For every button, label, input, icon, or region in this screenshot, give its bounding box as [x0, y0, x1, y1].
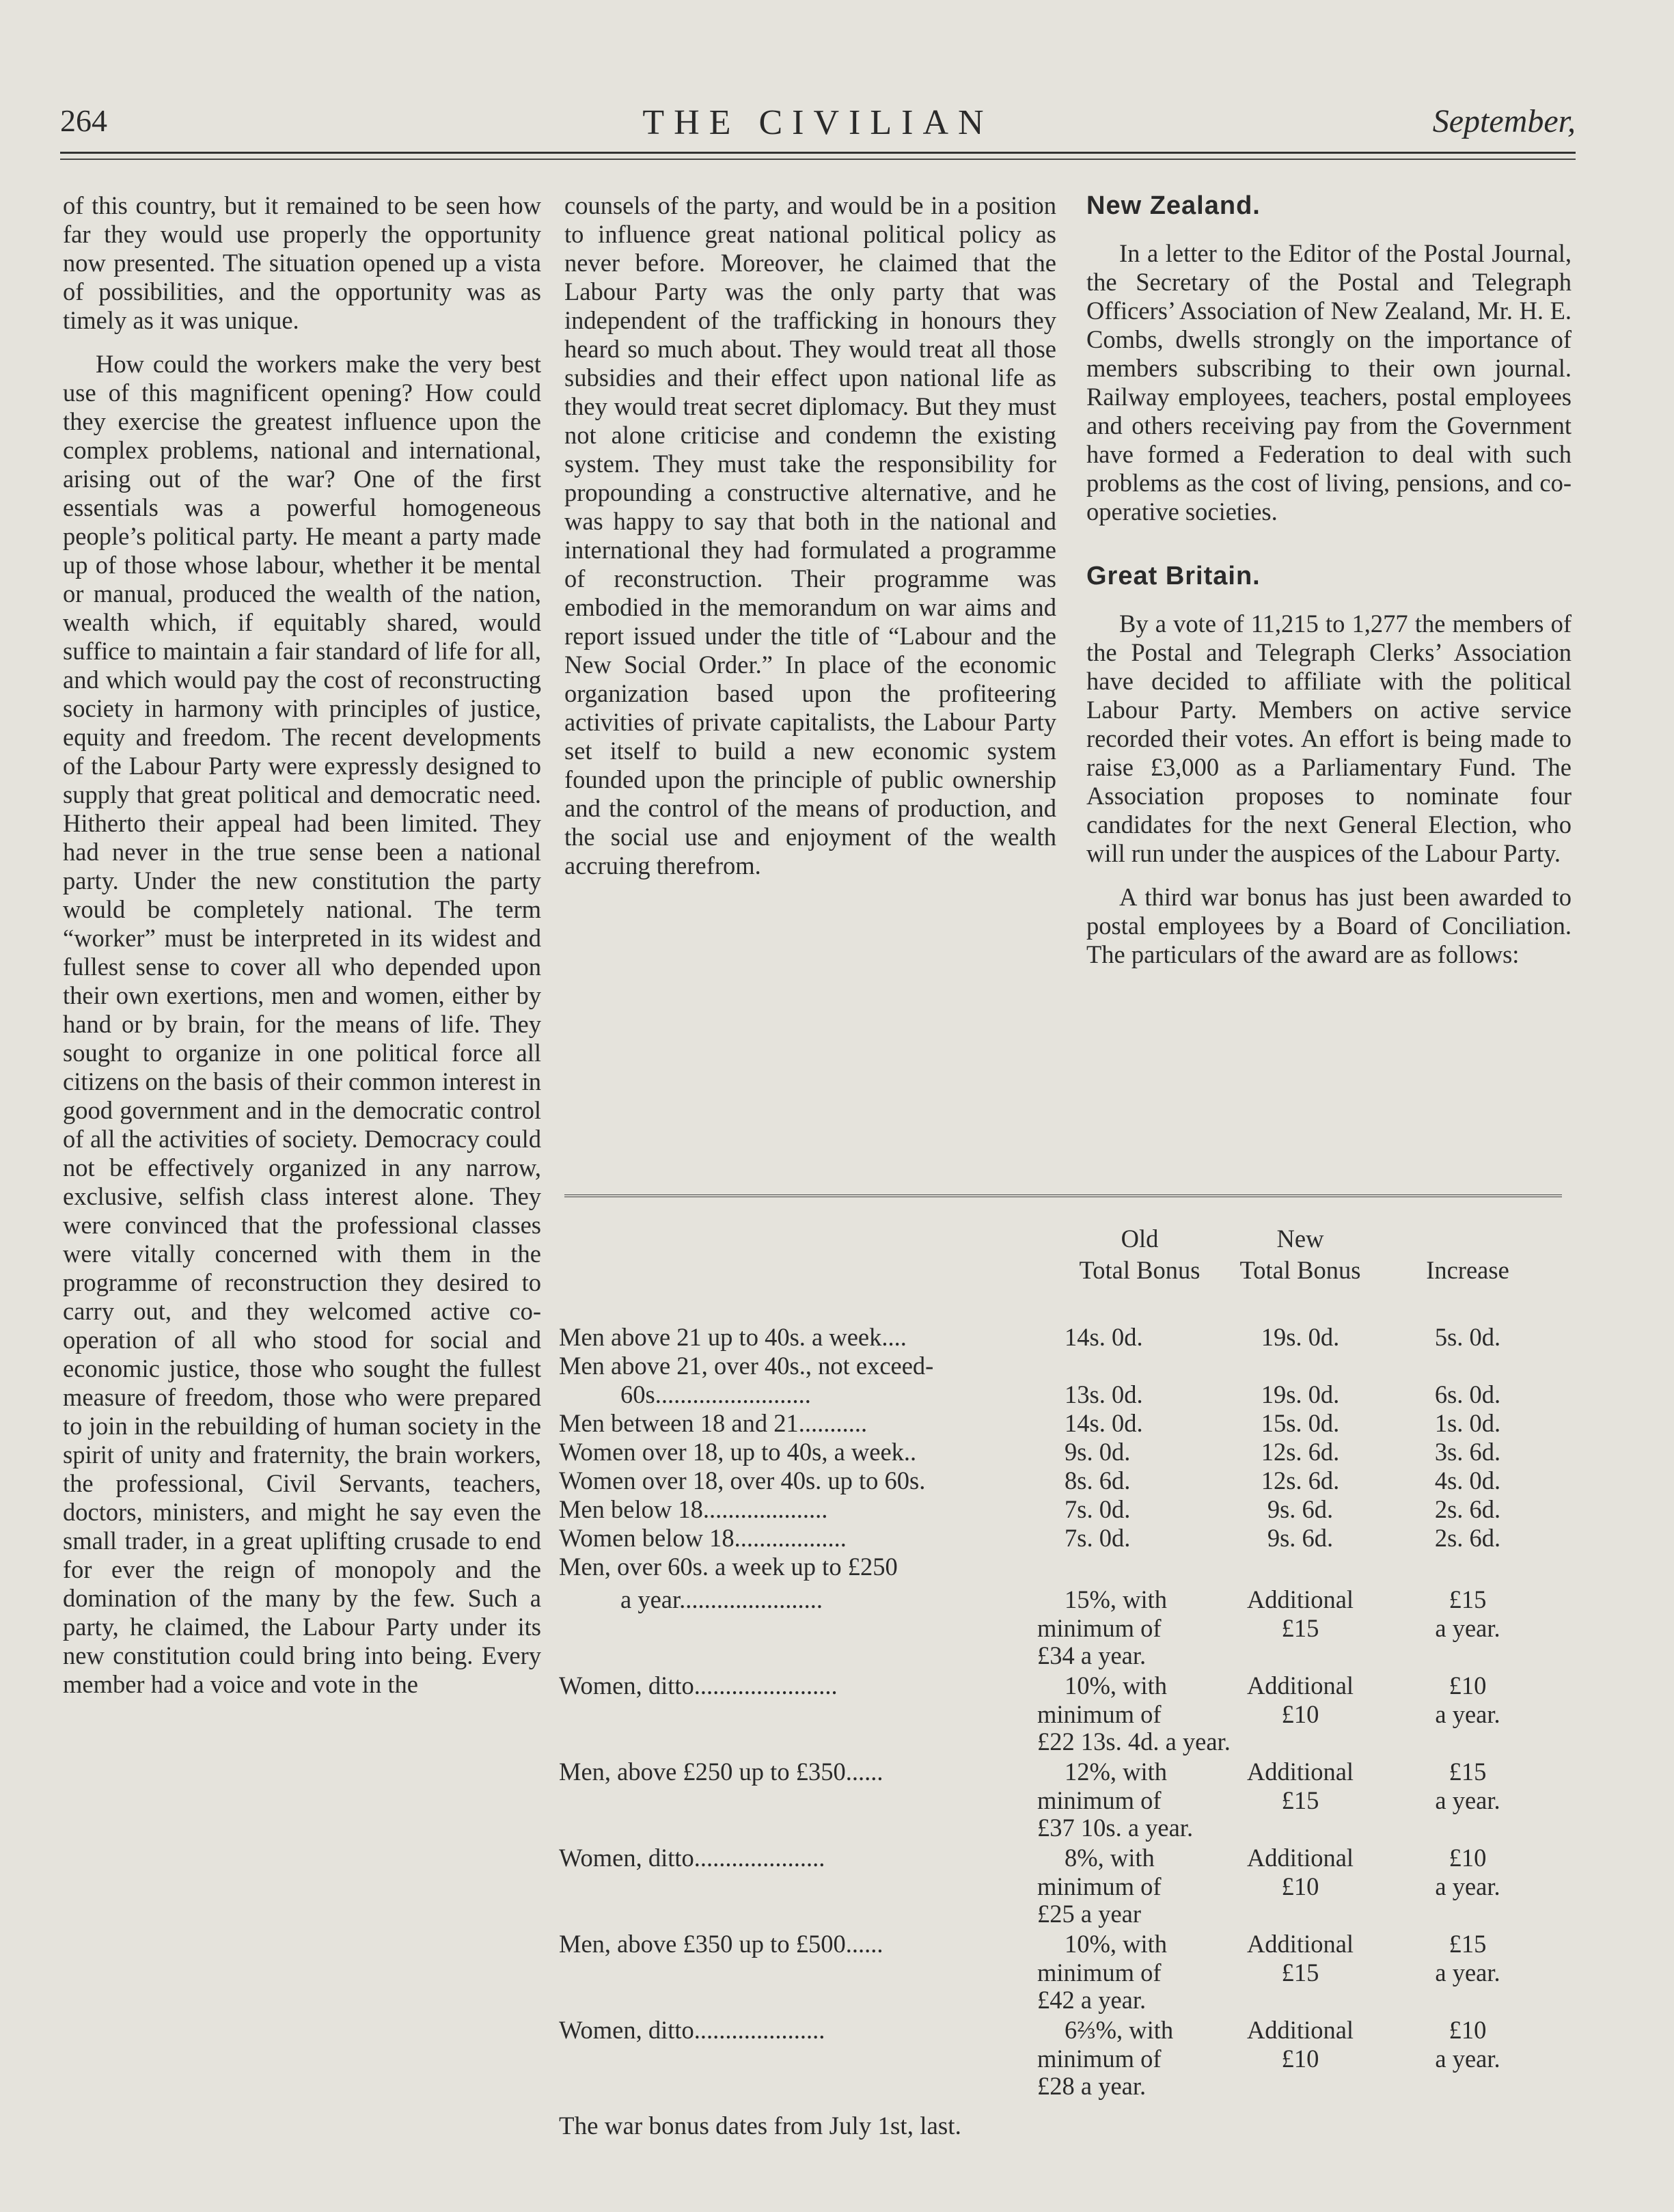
- row-increase: £10: [1449, 1844, 1487, 1872]
- table-footnote: The war bonus dates from July 1st, last.: [559, 2112, 961, 2140]
- row-increase: a year.: [1435, 1872, 1500, 1900]
- row-new: 9s. 6d.: [1267, 1495, 1334, 1523]
- row-old: £34 a year.: [1037, 1641, 1147, 1669]
- row-old: 14s. 0d.: [1065, 1409, 1143, 1437]
- row-increase: £15: [1449, 1585, 1487, 1613]
- header-new-line1: New: [1276, 1225, 1324, 1253]
- paragraph: counsels of the party, and would be in a position to influence great national political policy as never before. Moreover, he claimed that the Labour Party was the only party that was independent of the trafficking in honours they heard so much about. They would treat all those subsidies and their effect upon national life as they would treat secret diplomacy. But they must not alone criticise and condemn the existing system. They must take the responsibility for propounding a constructive alternative, and he was happy to say that both in the national and international they had formulated a programme of reconstruction. Their programme was embodied in the memorandum on war aims and report issued under the title of “Labour and the New Social Order.” In place of the economic organization based upon the profiteering activities of private capitalists, the Labour Party set itself to build a new economic system founded upon the principle of public ownership and the control of the means of production, and the social use and enjoyment of the wealth accruing therefrom.: [564, 191, 1056, 879]
- row-label: Women over 18, over 40s. up to 60s.: [559, 1466, 926, 1494]
- row-old: £28 a year.: [1037, 2072, 1147, 2100]
- row-old: minimum of: [1037, 1958, 1162, 1986]
- row-new: 9s. 6d.: [1267, 1524, 1334, 1552]
- row-label: Men below 18....................: [559, 1495, 828, 1523]
- column-right: [1086, 191, 1572, 984]
- row-new: 19s. 0d.: [1261, 1380, 1340, 1408]
- row-old: 9s. 0d.: [1065, 1438, 1131, 1466]
- row-old: 15%, with: [1065, 1585, 1168, 1613]
- section-heading-great-britain: Great Britain.: [1086, 562, 1261, 590]
- row-increase: a year.: [1435, 1958, 1500, 1986]
- row-label: Women, ditto.....................: [559, 2016, 825, 2044]
- row-increase: a year.: [1435, 1786, 1500, 1814]
- row-old: 10%, with: [1065, 1671, 1168, 1699]
- row-label: Men above 21, over 40s., not exceed-: [559, 1352, 934, 1380]
- row-label: Men, above £350 up to £500......: [559, 1930, 883, 1958]
- row-increase: 3s. 6d.: [1434, 1438, 1501, 1466]
- column-middle: [564, 191, 1056, 895]
- row-new: £15: [1281, 1958, 1319, 1986]
- row-label-continued: a year.......................: [620, 1585, 823, 1613]
- header-old-line2: Total Bonus: [1079, 1256, 1200, 1284]
- header-increase: Increase: [1426, 1256, 1509, 1284]
- row-increase: £15: [1449, 1930, 1487, 1958]
- row-new: 12s. 6d.: [1261, 1466, 1340, 1494]
- row-increase: 6s. 0d.: [1434, 1380, 1501, 1408]
- row-label: Men, above £250 up to £350......: [559, 1758, 883, 1786]
- header-new: [1215, 1223, 1386, 1286]
- header-rule-thin: [60, 159, 1576, 160]
- row-increase: 1s. 0d.: [1434, 1409, 1501, 1437]
- publication-title: THE CIVILIAN: [642, 103, 993, 142]
- row-increase: a year.: [1435, 2045, 1500, 2073]
- row-old: minimum of: [1037, 2045, 1162, 2073]
- paragraph: In a letter to the Editor of the Postal Journal, the Secretary of the Postal and Telegraph Officers’ Association of New Zealand, Mr. H. E. Combs, dwells strongly on the importance of members subscribing to their own journal. Railway employees, teachers, postal employees and others receiving pay from the Government have formed a Federation to deal with such problems as the cost of living, pensions, and co-operative societies.: [1086, 239, 1572, 525]
- row-label-continued: 60s.........................: [620, 1380, 811, 1408]
- row-label: Men above 21 up to 40s. a week....: [559, 1323, 907, 1351]
- row-increase: £10: [1449, 1671, 1487, 1699]
- row-old: minimum of: [1037, 1700, 1162, 1728]
- row-label: Women below 18..................: [559, 1524, 847, 1552]
- row-old: 10%, with: [1065, 1930, 1168, 1958]
- row-new: Additional: [1246, 1758, 1354, 1786]
- row-new: 12s. 6d.: [1261, 1438, 1340, 1466]
- row-new: £10: [1281, 1872, 1319, 1900]
- row-increase: a year.: [1435, 1614, 1500, 1642]
- row-new: £10: [1281, 1700, 1319, 1728]
- row-old: £37 10s. a year.: [1037, 1814, 1194, 1842]
- row-new: Additional: [1246, 2016, 1354, 2044]
- row-old: 12%, with: [1065, 1758, 1168, 1786]
- row-new: Additional: [1246, 1671, 1354, 1699]
- row-increase: 2s. 6d.: [1434, 1524, 1501, 1552]
- paragraph: How could the workers make the very best use of this magnificent opening? How could they exercise the greatest influence upon the complex problems, national and international, arising out of the war? One of the first essentials was a powerful homogeneous people’s political party. He meant a party made up of those whose labour, whether it be mental or manual, produced the wealth of the nation, wealth which, if equitably shared, would suffice to maintain a fair standard of life for all, and which would pay the cost of reconstructing society in harmony with principles of justice, equity and freedom. The recent developments of the Labour Party were expressly designed to supply that great political and democratic need. Hitherto their appeal had been limited. They had never in the true sense been a national party. Under the new constitution the party would be completely national. The term “worker” must be interpreted in its widest and fullest sense to cover all who depended upon their own exertions, men and women, either by hand or by brain, for the means of life. They sought to organize in one political force all citizens on the basis of their common interest in good government and in the democratic control of all the activities of society. Democracy could not be effectively organized in any narrow, exclusive, selfish class interest alone. They were convinced that the professional classes were vitally concerned with them in the programme of reconstruction they desired to carry out, and they welcomed active co-operation of all who stood for social and economic justice, those who sought the fullest measure of freedom, those who were prepared to join in the rebuilding of human society in the spirit of unity and fraternity, the brain workers, the professional, Civil Servants, teachers, doctors, ministers, and might he say even the small trader, in a great uplifting crusade to end for ever the reign of monopoly and the domination of the many by the few. Such a party, he claimed, the Labour Party under its new constitution could bring into being. Every member had a voice and vote in the: [63, 350, 541, 1698]
- paragraph: By a vote of 11,215 to 1,277 the members of the Postal and Telegraph Clerks’ Association have decided to affiliate with the political Labour Party. Members on active service recorded their votes. An effort is being made to raise £3,000 as a Parliamentary Fund. The Association proposes to nominate four candidates for the next General Election, who will run under the auspices of the Labour Party.: [1086, 610, 1572, 867]
- row-new: Additional: [1246, 1844, 1354, 1872]
- row-increase: £15: [1449, 1758, 1487, 1786]
- header-old-line1: Old: [1121, 1225, 1159, 1253]
- row-label: Women, ditto.......................: [559, 1671, 838, 1699]
- row-old: 7s. 0d.: [1065, 1495, 1131, 1523]
- row-old: 13s. 0d.: [1065, 1380, 1143, 1408]
- header-rule: [60, 152, 1576, 154]
- row-label: Women over 18, up to 40s, a week..: [559, 1438, 917, 1466]
- header-new-line2: Total Bonus: [1239, 1256, 1361, 1284]
- row-old: 8%, with: [1065, 1844, 1155, 1872]
- issue-month: September,: [1432, 103, 1576, 139]
- row-old: 6⅔%, with: [1065, 2016, 1174, 2044]
- header-old: [1065, 1223, 1215, 1286]
- row-label: Men, over 60s. a week up to £250: [559, 1553, 898, 1581]
- paragraph: A third war bonus has just been awarded to postal employees by a Board of Conciliation. The particulars of the award are as follows:: [1086, 883, 1572, 968]
- row-old: £22 13s. 4d. a year.: [1037, 1728, 1231, 1756]
- row-old: £25 a year: [1037, 1900, 1142, 1928]
- section-heading-new-zealand: New Zealand.: [1086, 191, 1261, 220]
- row-old: £42 a year.: [1037, 1986, 1147, 2014]
- row-increase: 5s. 0d.: [1434, 1323, 1501, 1351]
- row-new: £15: [1281, 1614, 1319, 1642]
- row-increase: £10: [1449, 2016, 1487, 2044]
- row-old: 14s. 0d.: [1065, 1323, 1143, 1351]
- row-label: Women, ditto.....................: [559, 1844, 825, 1872]
- row-old: 8s. 6d.: [1065, 1466, 1131, 1494]
- row-old: minimum of: [1037, 1614, 1162, 1642]
- page-header: [60, 103, 1576, 150]
- row-new: £10: [1281, 2045, 1319, 2073]
- row-increase: a year.: [1435, 1700, 1500, 1728]
- row-increase: 2s. 6d.: [1434, 1495, 1501, 1523]
- paragraph: of this country, but it remained to be seen how far they would use properly the opportunity now presented. The situation opened up a vista of possibilities, and the opportunity was as timely as it was unique.: [63, 191, 541, 334]
- row-old: minimum of: [1037, 1872, 1162, 1900]
- row-new: Additional: [1246, 1930, 1354, 1958]
- row-new: £15: [1281, 1786, 1319, 1814]
- row-old: minimum of: [1037, 1786, 1162, 1814]
- row-new: Additional: [1246, 1585, 1354, 1613]
- row-label: Men between 18 and 21...........: [559, 1409, 868, 1437]
- row-increase: 4s. 0d.: [1434, 1466, 1501, 1494]
- row-new: 15s. 0d.: [1261, 1409, 1340, 1437]
- column-left: [63, 191, 541, 1714]
- row-new: 19s. 0d.: [1261, 1323, 1340, 1351]
- table-separator-rule: [564, 1194, 1562, 1200]
- page-number: 264: [60, 103, 107, 138]
- row-old: 7s. 0d.: [1065, 1524, 1131, 1552]
